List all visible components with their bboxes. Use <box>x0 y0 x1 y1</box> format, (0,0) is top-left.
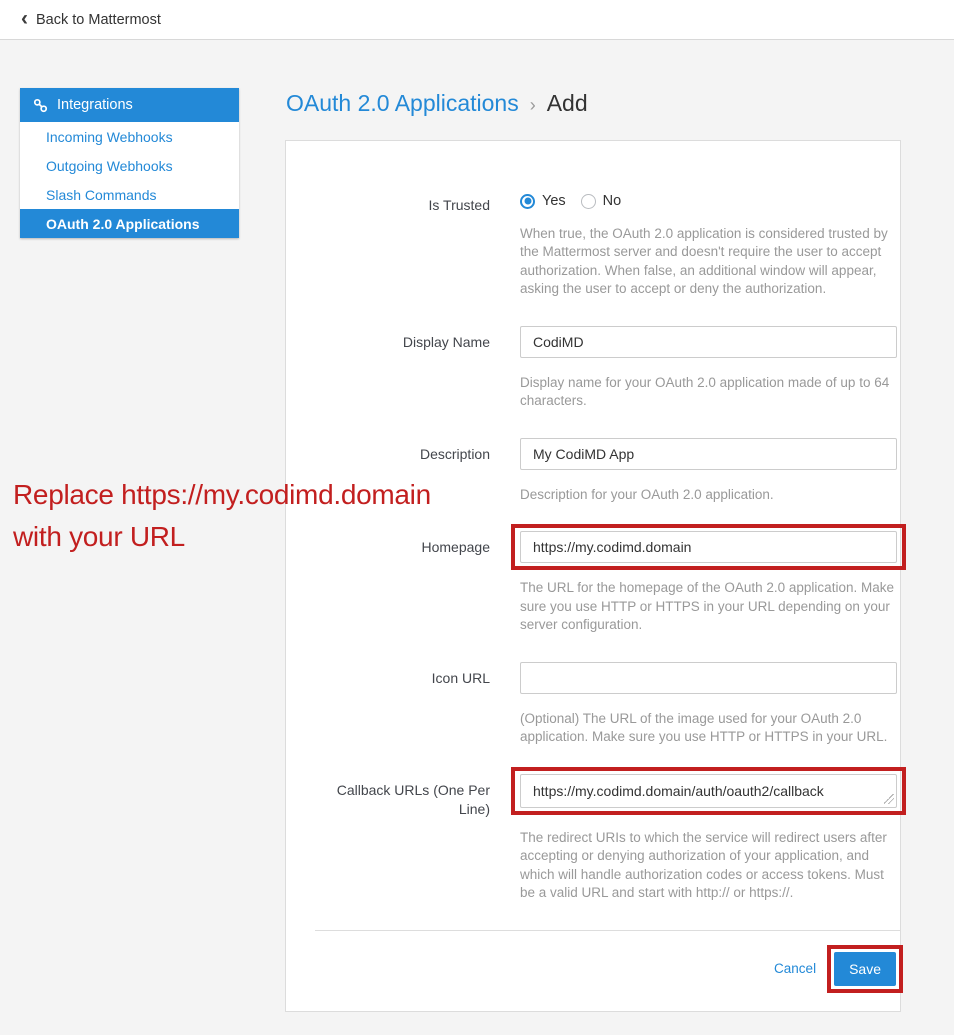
breadcrumb <box>286 90 588 117</box>
icon-url-label: Icon URL <box>431 669 490 686</box>
sidebar-header-label: Integrations <box>57 97 133 113</box>
radio-no-label: No <box>602 193 622 209</box>
display-name-input[interactable] <box>520 326 897 358</box>
icon-url-help-text: (Optional) The URL of the image used for your OAuth 2.0 application. Make sure you use HTTP or HTTPS in your URL. <box>520 710 888 745</box>
display-name-label: Display Name <box>402 333 490 350</box>
sidebar-item-slash-commands[interactable] <box>20 180 239 209</box>
form-row-callback-urls <box>286 774 900 903</box>
form-row-icon-url <box>286 662 900 747</box>
homepage-label: Homepage <box>421 539 490 556</box>
sidebar-item-label: OAuth 2.0 Applications <box>46 215 200 232</box>
form-row-homepage <box>286 531 900 634</box>
top-bar <box>0 0 954 40</box>
breadcrumb-separator: › <box>529 94 536 115</box>
is-trusted-radio-yes[interactable] <box>520 193 566 209</box>
is-trusted-radio-no[interactable] <box>581 193 622 209</box>
homepage-help-text: The URL for the homepage of the OAuth 2.0 application. Make sure you use HTTP or HTTPS in your URL depending on your server configuration. <box>520 580 894 633</box>
sidebar-item-label: Outgoing Webhooks <box>46 157 173 174</box>
breadcrumb-parent-link[interactable]: OAuth 2.0 Applications <box>286 90 519 116</box>
radio-yes-label: Yes <box>542 193 566 209</box>
oauth-add-form-card <box>285 140 901 1012</box>
callback-urls-label: Callback URLs (One Per Line) <box>336 781 490 817</box>
description-label: Description <box>419 445 490 462</box>
save-button[interactable]: Save <box>834 952 896 986</box>
sidebar-item-label: Incoming Webhooks <box>46 128 173 145</box>
is-trusted-radio-group <box>520 189 900 209</box>
back-link-label: Back to Mattermost <box>36 11 161 28</box>
homepage-input[interactable] <box>520 531 897 563</box>
sidebar-item-label: Slash Commands <box>46 186 157 203</box>
description-input[interactable] <box>520 438 897 470</box>
display-name-help-text: Display name for your OAuth 2.0 application made of up to 64 characters. <box>520 374 890 409</box>
form-row-display-name <box>286 326 900 411</box>
is-trusted-help-text: When true, the OAuth 2.0 application is considered trusted by the Mattermost server and doesn't require the user to accept authorization. When false, an additional window will appear, asking the user to accept or deny the authorization. <box>520 226 888 297</box>
annotation-line-2: with your URL <box>13 521 185 552</box>
icon-url-input[interactable] <box>520 662 897 694</box>
callback-urls-help-text: The redirect URIs to which the service will redirect users after accepting or denying authorization of your application, and which will handle authorization codes or access tokens. Must be a valid URL and start with http:// or https://. <box>520 829 887 901</box>
cancel-button[interactable]: Cancel <box>774 961 817 977</box>
sidebar-item-oauth-applications[interactable] <box>20 209 239 238</box>
sidebar-section-integrations[interactable] <box>20 88 239 122</box>
form-row-is-trusted <box>286 189 900 299</box>
radio-selected-icon <box>520 194 535 209</box>
admin-sidebar <box>20 88 239 238</box>
description-help-text: Description for your OAuth 2.0 application. <box>520 486 774 502</box>
form-footer <box>315 930 900 986</box>
sidebar-item-incoming-webhooks[interactable] <box>20 122 239 151</box>
radio-unselected-icon <box>581 194 596 209</box>
annotation-line-1: Replace https://my.codimd.domain <box>13 479 431 510</box>
chevron-left-icon: ‹ <box>21 6 28 30</box>
page-title: Add <box>546 90 588 116</box>
back-to-mattermost-link[interactable] <box>21 6 161 30</box>
link-chain-icon <box>33 98 48 113</box>
form-row-description <box>286 438 900 504</box>
sidebar-item-outgoing-webhooks[interactable] <box>20 151 239 180</box>
is-trusted-label: Is Trusted <box>428 197 490 213</box>
callback-urls-textarea[interactable] <box>520 774 897 808</box>
